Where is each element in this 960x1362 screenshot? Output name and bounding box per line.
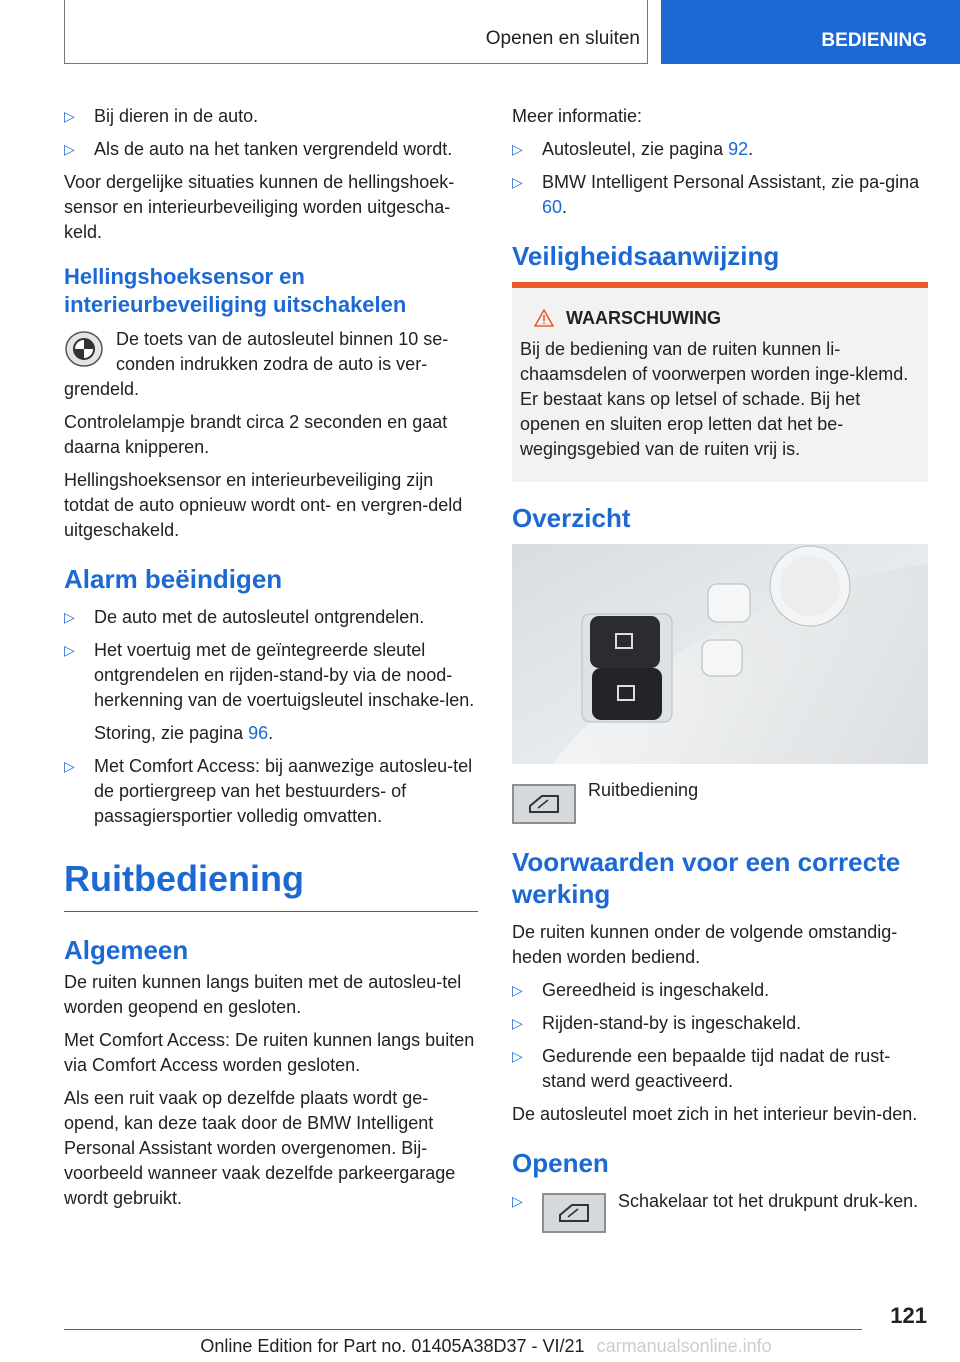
page-link-96[interactable]: 96 [248, 723, 269, 743]
list-item-text: Rijden-stand-by is ingeschakeld. [542, 1013, 802, 1033]
bullet-triangle-icon: ▷ [512, 1193, 523, 1209]
bullet-triangle-icon: ▷ [512, 1015, 523, 1031]
heading-safety: Veiligheidsaanwijzing [512, 241, 780, 271]
bmw-key-button-icon [64, 329, 104, 369]
reference-suffix: . [268, 723, 274, 743]
paragraph: De ruiten kunnen onder de volgende omstandig-heden worden bediend. [512, 922, 898, 967]
list-item-text: De auto met de autosleutel ontgrendelen. [94, 607, 425, 627]
bullet-list [512, 978, 928, 1094]
list-item [64, 104, 478, 129]
window-switch-photo [512, 544, 928, 764]
warning-text: Bij de bediening van de ruiten kunnen li-chaamsdelen of voorwerpen worden inge-klemd. Er bestaat kans op letsel of schade. Bij het openen en sluiten erop letten dat het be-wegingsgebied van de ruiten vrij is. [520, 339, 909, 459]
list-item [64, 137, 478, 162]
list-item-text: Als de auto na het tanken vergrendeld wordt. [94, 139, 453, 159]
heading-tilt-sensor: Hellingshoeksensor en interieurbeveiliging uitschakelen [64, 264, 407, 317]
bullet-triangle-icon: ▷ [64, 141, 75, 157]
header-section-title: Openen en sluiten [485, 28, 640, 49]
bullet-triangle-icon: ▷ [64, 108, 75, 124]
paragraph: De autosleutel moet zich in het interieur bevin-den. [512, 1104, 918, 1124]
warning-title [520, 306, 920, 331]
bullet-list [512, 1189, 928, 1214]
list-item-text: Bij dieren in de auto. [94, 106, 259, 126]
edition-text: Online Edition for Part no. 01405A38D37 - VI/21 [200, 1336, 585, 1356]
warning-box [512, 282, 928, 482]
page-number: 121 [890, 1303, 927, 1328]
bullet-triangle-icon: ▷ [512, 141, 523, 157]
watermark: carmanualsonline.info [596, 1336, 772, 1356]
paragraph: De toets van de autosleutel binnen 10 se-conden indrukken zodra de auto is ver-grendeld. [64, 329, 449, 399]
reference-suffix: . [562, 197, 568, 217]
list-item-text: Het voertuig met de geïntegreerde sleutel ontgrendelen en rijden-stand-by via de nood-herkenning van de voertuigsleutel inschake-len. [94, 640, 475, 710]
paragraph: Meer informatie: [512, 106, 643, 126]
left-column [64, 104, 478, 1219]
bullet-triangle-icon: ▷ [64, 642, 75, 658]
bullet-list [512, 137, 928, 220]
bullet-list [64, 605, 478, 829]
reference-suffix: . [748, 139, 754, 159]
heading-window-operation: Ruitbediening [64, 857, 478, 912]
storing-reference [94, 721, 478, 746]
list-item [512, 1189, 928, 1214]
list-item [512, 978, 928, 1003]
footer-divider [64, 1329, 862, 1330]
figure-caption-row [512, 778, 928, 824]
paragraph: De ruiten kunnen langs buiten met de autosleu-tel worden geopend en gesloten. [64, 972, 462, 1017]
bullet-triangle-icon: ▷ [512, 174, 523, 190]
list-item-text: Met Comfort Access: bij aanwezige autosleu-tel de portiergreep van het bestuurders- of passagiersportier volledig omvatten. [94, 756, 473, 826]
page-link-92[interactable]: 92 [728, 139, 749, 159]
heading-overview: Overzicht [512, 503, 631, 533]
keyfob-paragraph [64, 327, 478, 402]
heading-general: Algemeen [64, 935, 189, 965]
paragraph: Voor dergelijke situaties kunnen de hellingshoek-sensor en interieurbeveiliging worden uitgescha-keld. [64, 172, 455, 242]
warning-title-text: WAARSCHUWING [566, 308, 721, 328]
bullet-triangle-icon: ▷ [64, 609, 75, 625]
footer [0, 1336, 960, 1357]
list-item [512, 170, 928, 220]
paragraph: Als een ruit vaak op dezelfde plaats wordt ge-opend, kan deze taak door de BMW Intelligent Personal Assistant worden overgenomen. Bij-voorbeeld wanneer vaak dezelfde parkeergarage wordt gebruikt. [64, 1088, 456, 1208]
heading-preconditions: Voorwaarden voor een correcte werking [512, 847, 901, 909]
bullet-triangle-icon: ▷ [64, 758, 75, 774]
paragraph: Hellingshoeksensor en interieurbeveiliging zijn totdat de auto opnieuw wordt ont- en vergren-deld uitgeschakeld. [64, 470, 463, 540]
bullet-list [64, 104, 478, 162]
window-switch-icon [512, 784, 576, 824]
list-item [512, 1011, 928, 1036]
list-item-text: Gereedheid is ingeschakeld. [542, 980, 770, 1000]
window-switch-icon [542, 1193, 606, 1233]
reference-text: BMW Intelligent Personal Assistant, zie pa-gina [542, 172, 920, 192]
heading-alarm: Alarm beëindigen [64, 564, 283, 594]
right-column [512, 104, 928, 1233]
figure-caption: Ruitbediening [588, 780, 699, 800]
warning-triangle-icon [534, 309, 554, 327]
bullet-triangle-icon: ▷ [512, 1048, 523, 1064]
list-item [64, 638, 478, 746]
list-item-text: Schakelaar tot het drukpunt druk-ken. [618, 1191, 919, 1211]
list-item [512, 137, 928, 162]
list-item [64, 605, 478, 630]
bullet-triangle-icon: ▷ [512, 982, 523, 998]
reference-text: Storing, zie pagina [94, 723, 249, 743]
list-item-text: Gedurende een bepaalde tijd nadat de rust-stand werd geactiveerd. [542, 1046, 891, 1091]
list-item [512, 1044, 928, 1094]
reference-text: Autosleutel, zie pagina [542, 139, 729, 159]
header-chapter-tab[interactable]: BEDIENING [661, 0, 960, 64]
paragraph: Controlelampje brandt circa 2 seconden en gaat daarna knipperen. [64, 412, 448, 457]
paragraph: Met Comfort Access: De ruiten kunnen langs buiten via Comfort Access worden gesloten. [64, 1030, 475, 1075]
page-link-60[interactable]: 60 [542, 197, 563, 217]
heading-open: Openen [512, 1148, 609, 1178]
list-item [64, 754, 478, 829]
